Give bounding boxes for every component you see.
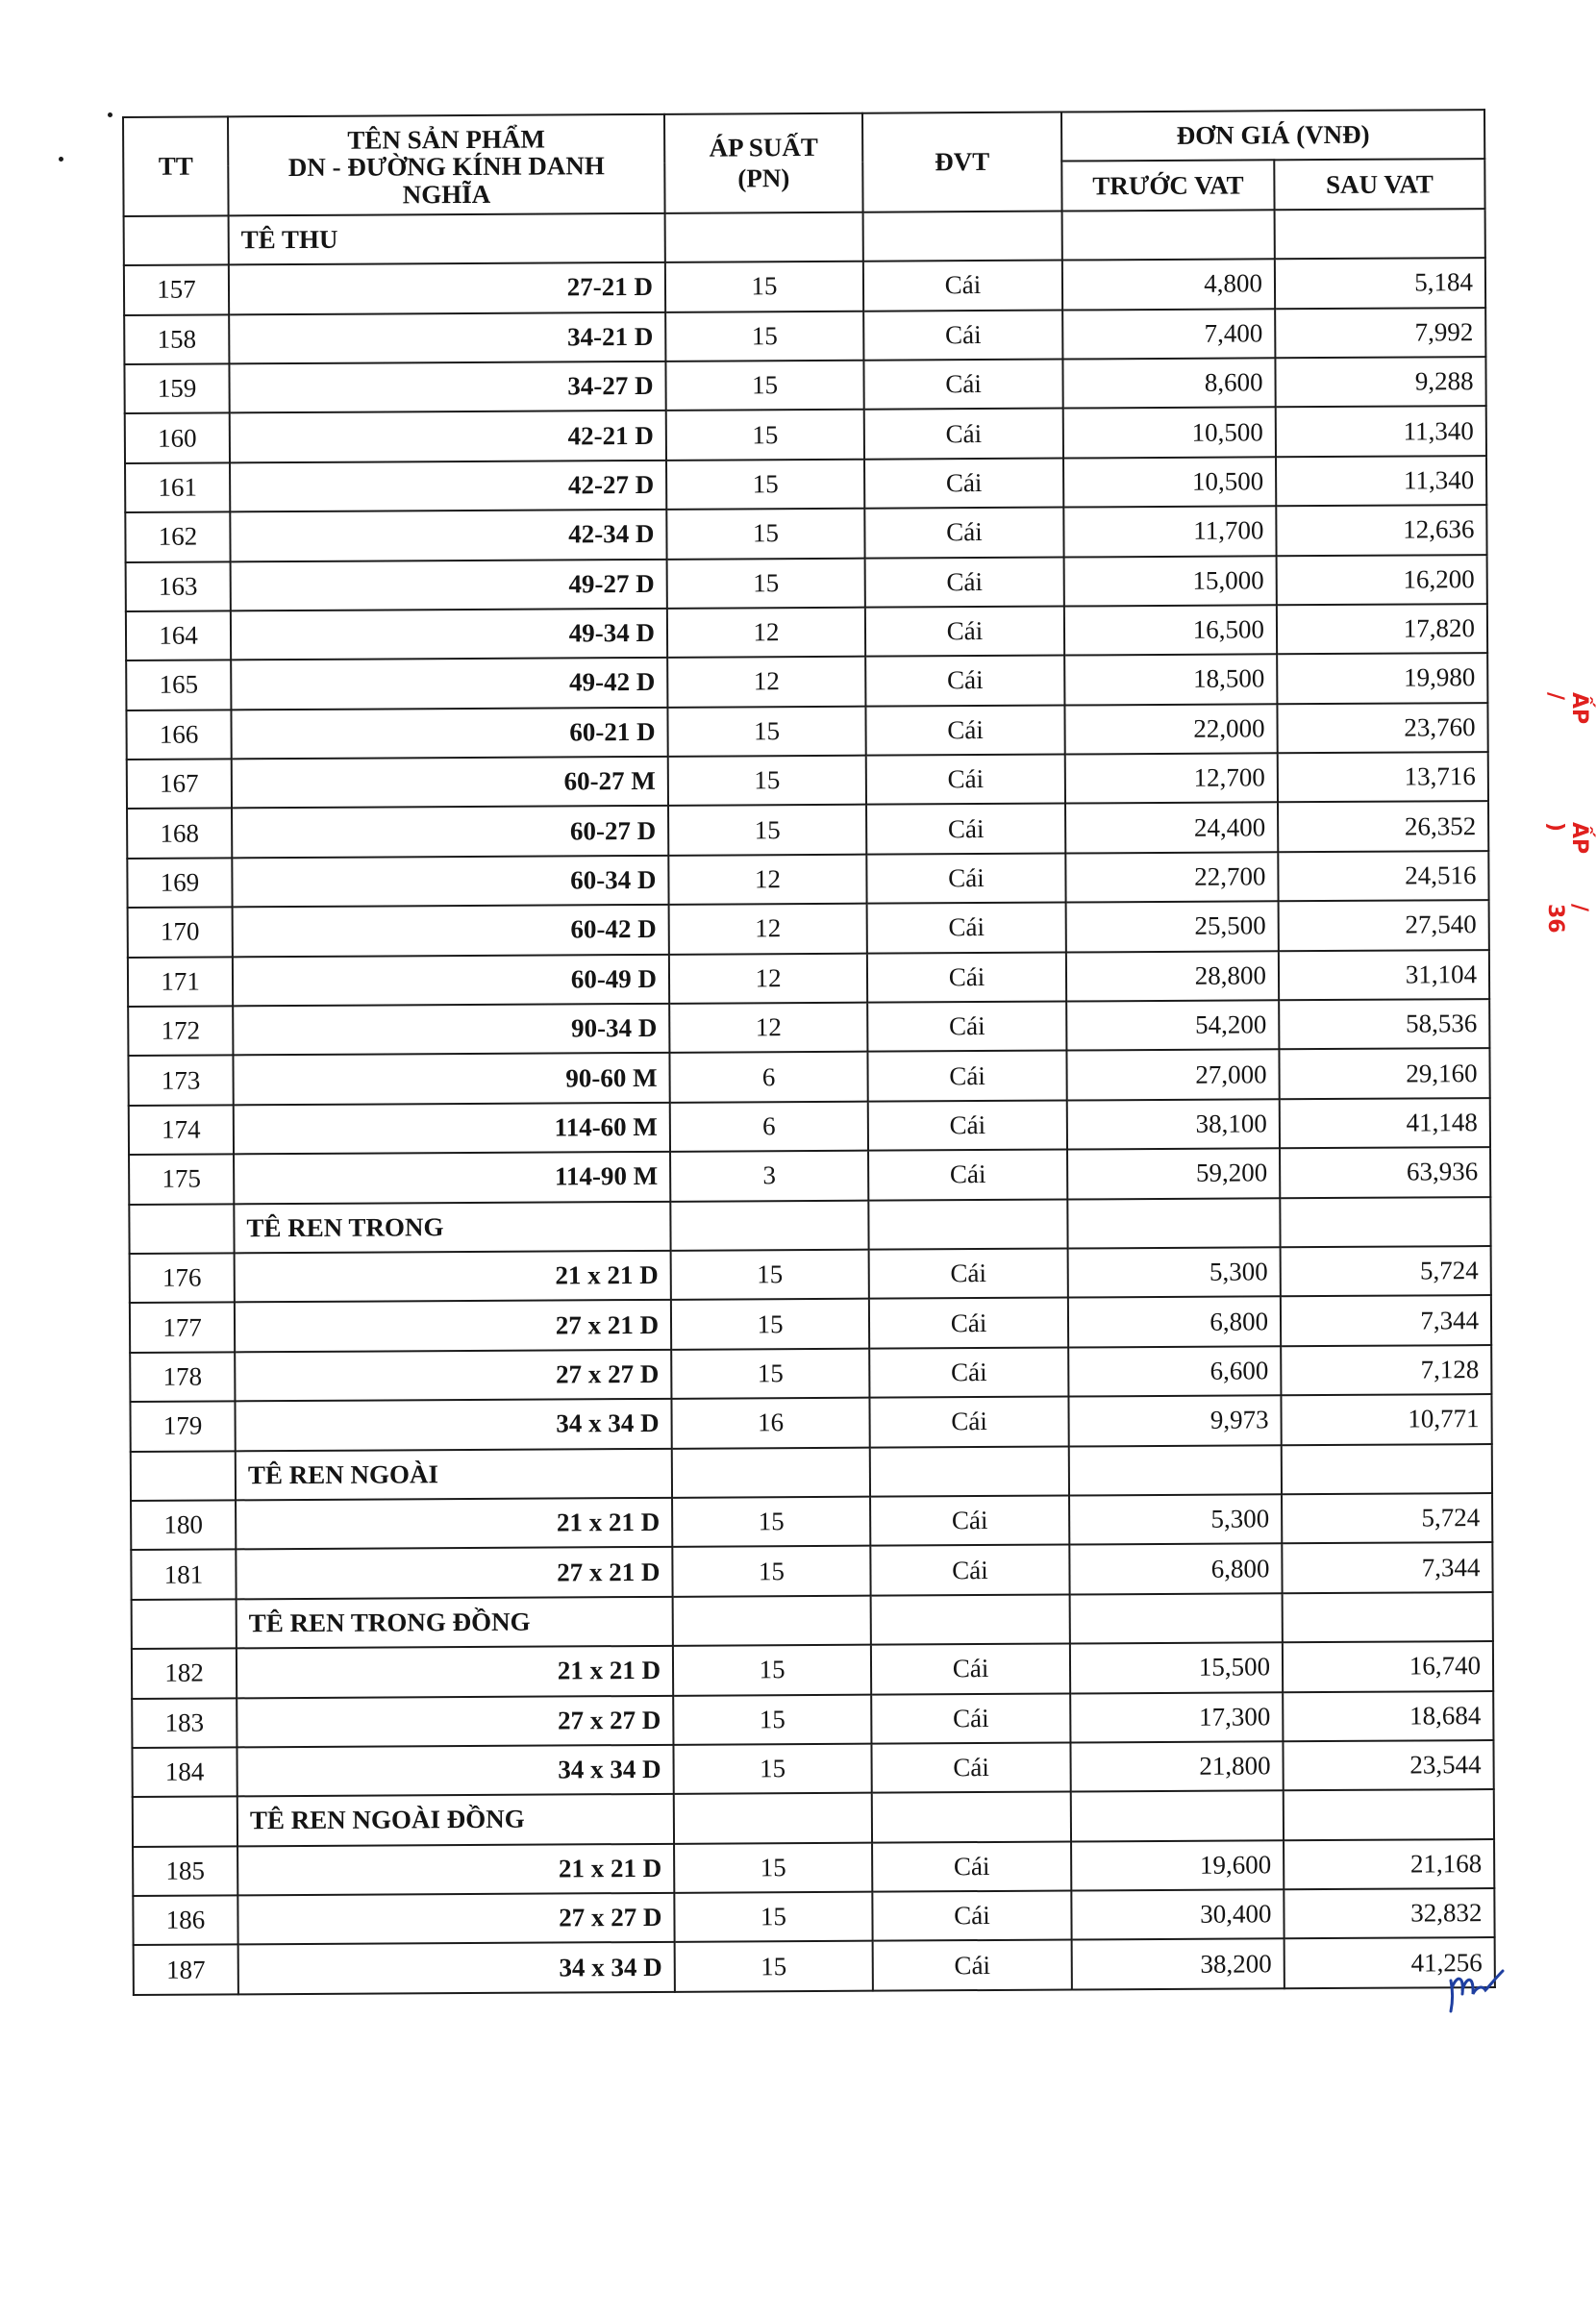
- price-before-vat: 6,800: [1068, 1297, 1281, 1348]
- price-after-vat: 27,540: [1279, 900, 1489, 951]
- section-empty: [868, 1199, 1067, 1250]
- product-size: 34-27 D: [229, 361, 665, 413]
- price-after-vat: 11,340: [1276, 456, 1486, 507]
- product-size: 21 x 21 D: [235, 1251, 671, 1303]
- row-number: 162: [125, 512, 230, 562]
- section-empty: [870, 1446, 1069, 1497]
- unit-value: Cái: [867, 1051, 1066, 1102]
- price-after-vat: 7,128: [1281, 1345, 1491, 1396]
- price-before-vat: 7,400: [1062, 309, 1275, 360]
- table-row: [131, 1542, 1492, 1599]
- product-size: 27 x 21 D: [235, 1300, 671, 1352]
- section-empty: [673, 1595, 871, 1646]
- section-empty: [670, 1200, 868, 1251]
- price-after-vat: 7,344: [1281, 1295, 1491, 1346]
- section-title: TÊ REN NGOÀI: [236, 1448, 672, 1500]
- row-number: 164: [126, 611, 231, 661]
- pressure-value: 12: [667, 608, 865, 659]
- product-size: 60-27 M: [232, 757, 668, 809]
- unit-value: Cái: [863, 359, 1062, 410]
- product-size: 60-27 D: [232, 806, 668, 858]
- red-stamp-mark: [1543, 822, 1591, 854]
- price-after-vat: 13,716: [1278, 752, 1488, 803]
- price-before-vat: 28,800: [1066, 951, 1279, 1002]
- section-row: [131, 1444, 1492, 1501]
- price-before-vat: 25,500: [1066, 902, 1279, 953]
- price-after-vat: 23,760: [1277, 703, 1487, 754]
- unit-value: Cái: [869, 1298, 1068, 1349]
- product-size: 34-21 D: [229, 312, 665, 363]
- section-empty: [1282, 1444, 1492, 1495]
- price-after-vat: 63,936: [1280, 1147, 1490, 1198]
- table-row: [130, 1246, 1491, 1303]
- pressure-value: 15: [666, 410, 864, 461]
- price-before-vat: 12,700: [1065, 753, 1278, 804]
- unit-value: Cái: [869, 1347, 1068, 1398]
- unit-value: Cái: [869, 1397, 1068, 1448]
- pressure-value: 15: [667, 558, 865, 609]
- unit-value: Cái: [872, 1891, 1071, 1942]
- price-after-vat: 11,340: [1276, 406, 1486, 457]
- price-after-vat: 9,288: [1275, 357, 1485, 408]
- scan-speck: [59, 157, 63, 162]
- price-before-vat: 15,500: [1070, 1642, 1283, 1693]
- header-after-vat: SAU VAT: [1274, 159, 1484, 210]
- row-number: 165: [126, 661, 231, 710]
- section-title: TÊ REN TRONG: [234, 1201, 670, 1253]
- table-row: [130, 1295, 1491, 1352]
- price-after-vat: 5,724: [1281, 1246, 1491, 1297]
- row-number: 170: [128, 908, 233, 958]
- product-size: 27 x 27 D: [237, 1695, 673, 1747]
- price-before-vat: 4,800: [1062, 259, 1275, 310]
- header-name-line1: TÊN SẢN PHẨM: [347, 124, 545, 155]
- section-empty: [1280, 1197, 1490, 1248]
- price-before-vat: 5,300: [1069, 1494, 1282, 1545]
- table-row: [126, 555, 1487, 611]
- table-row: [133, 1888, 1494, 1945]
- row-number: 172: [128, 1006, 233, 1056]
- pressure-value: 12: [668, 855, 866, 906]
- section-empty: [872, 1792, 1071, 1843]
- product-size: 60-49 D: [233, 954, 669, 1006]
- table-row: [130, 1345, 1491, 1402]
- row-number: 176: [130, 1253, 235, 1303]
- price-after-vat: 29,160: [1279, 1048, 1489, 1099]
- price-after-vat: 24,516: [1278, 851, 1488, 902]
- unit-value: Cái: [866, 853, 1065, 904]
- unit-value: Cái: [865, 606, 1064, 657]
- row-number: 175: [129, 1155, 234, 1205]
- row-number: 187: [134, 1945, 238, 1995]
- table-row: [132, 1740, 1493, 1797]
- price-after-vat: 7,992: [1275, 308, 1485, 359]
- row-number: 184: [132, 1747, 237, 1797]
- table-row: [131, 1493, 1492, 1550]
- pressure-value: 15: [668, 756, 866, 807]
- table-row: [126, 604, 1487, 661]
- section-title: TÊ THU: [229, 213, 665, 265]
- unit-value: Cái: [872, 1841, 1071, 1892]
- product-size: 27-21 D: [229, 262, 665, 314]
- pressure-value: 12: [669, 953, 867, 1004]
- section-title: TÊ REN TRONG ĐỒNG: [237, 1597, 673, 1649]
- table-row: [126, 703, 1487, 760]
- section-tt: [131, 1451, 236, 1501]
- row-number: 168: [127, 809, 232, 859]
- row-number: 181: [131, 1550, 236, 1600]
- section-empty: [1062, 210, 1275, 261]
- row-number: 167: [127, 759, 232, 809]
- section-row: [129, 1197, 1490, 1254]
- section-row: [124, 209, 1485, 265]
- pressure-value: 15: [671, 1250, 869, 1301]
- product-size: 49-42 D: [231, 658, 667, 710]
- price-before-vat: 16,500: [1064, 605, 1277, 656]
- scan-speck: [108, 112, 112, 117]
- row-number: 161: [125, 462, 230, 512]
- section-row: [133, 1789, 1494, 1846]
- pressure-value: 15: [671, 1348, 869, 1399]
- pressure-value: 15: [665, 262, 863, 312]
- price-before-vat: 38,100: [1067, 1099, 1280, 1150]
- unit-value: Cái: [866, 804, 1065, 855]
- price-after-vat: 41,256: [1284, 1938, 1495, 1989]
- product-size: 34 x 34 D: [238, 1942, 675, 1994]
- stamp-fragment: 36: [1543, 904, 1567, 934]
- table-row: [128, 999, 1489, 1056]
- product-size: 27 x 27 D: [235, 1350, 671, 1402]
- section-tt: [124, 215, 229, 265]
- price-after-vat: 26,352: [1278, 802, 1488, 853]
- table-row: [127, 802, 1488, 859]
- product-size: 21 x 21 D: [237, 1843, 674, 1895]
- price-before-vat: 9,973: [1068, 1395, 1281, 1446]
- table-row: [134, 1938, 1495, 1995]
- unit-value: Cái: [863, 310, 1062, 361]
- pressure-value: 15: [673, 1645, 871, 1696]
- table-row: [125, 406, 1486, 462]
- price-before-vat: 17,300: [1070, 1692, 1283, 1743]
- pressure-value: 15: [674, 1842, 872, 1893]
- price-before-vat: 11,700: [1063, 506, 1276, 557]
- section-title: TÊ REN NGOÀI ĐỒNG: [237, 1794, 674, 1846]
- price-after-vat: 31,104: [1279, 950, 1489, 1001]
- header-unit: ĐVT: [862, 112, 1062, 212]
- unit-value: Cái: [867, 952, 1066, 1003]
- header-tt: TT: [123, 116, 229, 215]
- pressure-value: 15: [668, 805, 866, 856]
- pressure-value: 15: [666, 509, 864, 560]
- price-after-vat: 23,544: [1283, 1740, 1493, 1791]
- unit-value: Cái: [864, 458, 1063, 509]
- row-number: 180: [131, 1500, 236, 1550]
- header-product-name: [228, 114, 665, 215]
- header-pressure-line2: (PN): [737, 163, 790, 193]
- row-number: 182: [132, 1648, 237, 1698]
- pressure-value: 15: [673, 1744, 871, 1795]
- product-size: 21 x 21 D: [236, 1498, 672, 1550]
- table-header: [123, 110, 1485, 216]
- price-after-vat: 17,820: [1277, 604, 1487, 655]
- pressure-value: 15: [672, 1497, 870, 1548]
- section-empty: [672, 1447, 870, 1498]
- product-size: 60-34 D: [232, 856, 668, 908]
- product-size: 34 x 34 D: [237, 1745, 673, 1797]
- table-row: [132, 1641, 1493, 1698]
- price-before-vat: 6,600: [1068, 1346, 1281, 1397]
- red-stamp-mark: [1543, 904, 1591, 934]
- stamp-fragment: ẤP: [1567, 822, 1591, 855]
- row-number: 186: [133, 1895, 237, 1945]
- product-size: 27 x 27 D: [237, 1893, 674, 1945]
- unit-value: Cái: [864, 508, 1063, 559]
- row-number: 160: [125, 413, 230, 463]
- unit-value: Cái: [865, 705, 1064, 756]
- section-empty: [1069, 1445, 1282, 1496]
- unit-value: Cái: [865, 557, 1064, 608]
- row-number: 177: [130, 1303, 235, 1353]
- section-empty: [871, 1594, 1070, 1645]
- section-tt: [132, 1599, 237, 1649]
- header-name-line2: DN - ĐƯỜNG KÍNH DANH: [287, 151, 605, 183]
- handwritten-initials-icon: [1447, 1961, 1505, 2014]
- unit-value: Cái: [868, 1150, 1067, 1201]
- unit-value: Cái: [871, 1693, 1070, 1744]
- unit-value: Cái: [869, 1249, 1068, 1300]
- price-before-vat: 27,000: [1066, 1050, 1279, 1101]
- table-row: [128, 900, 1489, 957]
- row-number: 185: [133, 1846, 237, 1896]
- header-before-vat: TRƯỚC VAT: [1061, 161, 1274, 212]
- unit-value: Cái: [863, 261, 1062, 312]
- price-table: [122, 109, 1496, 1996]
- section-empty: [1275, 209, 1485, 260]
- price-before-vat: 15,000: [1064, 556, 1277, 607]
- row-number: 179: [130, 1402, 235, 1452]
- price-before-vat: 24,400: [1065, 803, 1278, 854]
- table-row: [132, 1691, 1493, 1748]
- price-before-vat: 38,200: [1072, 1939, 1284, 1990]
- product-size: 60-21 D: [231, 708, 667, 760]
- section-empty: [1070, 1593, 1283, 1644]
- unit-value: Cái: [870, 1545, 1069, 1596]
- table-row: [125, 456, 1486, 512]
- unit-value: Cái: [866, 755, 1065, 806]
- price-after-vat: 16,200: [1277, 555, 1487, 606]
- price-before-vat: 22,000: [1064, 704, 1277, 755]
- table-row: [124, 308, 1485, 364]
- pressure-value: 3: [670, 1151, 868, 1202]
- pressure-value: 15: [673, 1694, 871, 1745]
- table-row: [124, 258, 1485, 314]
- product-size: 27 x 21 D: [236, 1547, 672, 1599]
- price-after-vat: 5,724: [1282, 1493, 1492, 1544]
- product-size: 114-90 M: [234, 1152, 670, 1204]
- product-size: 42-27 D: [230, 461, 666, 512]
- table-row: [129, 1147, 1490, 1204]
- row-number: 169: [127, 858, 232, 908]
- price-before-vat: 8,600: [1062, 358, 1275, 409]
- row-number: 173: [128, 1056, 233, 1106]
- price-after-vat: 41,148: [1280, 1098, 1490, 1149]
- pressure-value: 15: [666, 459, 864, 510]
- pressure-value: 6: [670, 1101, 868, 1152]
- stamp-fragment: /: [1543, 692, 1567, 701]
- header-name-line3: NGHĨA: [402, 179, 491, 209]
- row-number: 183: [132, 1698, 237, 1748]
- table-row: [124, 357, 1485, 413]
- row-number: 171: [128, 957, 233, 1007]
- table-row: [129, 1098, 1490, 1155]
- price-after-vat: 19,980: [1277, 653, 1487, 704]
- price-before-vat: 5,300: [1068, 1247, 1281, 1298]
- section-row: [132, 1592, 1493, 1649]
- section-tt: [129, 1204, 234, 1254]
- section-empty: [665, 212, 863, 262]
- table-row: [133, 1839, 1494, 1896]
- pressure-value: 6: [669, 1052, 867, 1103]
- unit-value: Cái: [870, 1495, 1069, 1546]
- product-size: 21 x 21 D: [237, 1646, 673, 1698]
- product-size: 34 x 34 D: [235, 1399, 671, 1451]
- section-empty: [1283, 1592, 1493, 1643]
- price-before-vat: 19,600: [1071, 1840, 1284, 1891]
- product-size: 49-34 D: [231, 609, 667, 661]
- price-before-vat: 18,500: [1064, 655, 1277, 706]
- header-price-group: ĐƠN GIÁ (VNĐ): [1061, 110, 1484, 162]
- table-row: [127, 752, 1488, 809]
- stamp-fragment: ): [1543, 822, 1567, 833]
- unit-value: Cái: [871, 1644, 1070, 1695]
- table-row: [128, 950, 1489, 1007]
- stamp-fragment: /: [1567, 904, 1591, 912]
- product-size: 60-42 D: [233, 905, 669, 957]
- unit-value: Cái: [868, 1100, 1067, 1151]
- price-before-vat: 10,500: [1063, 457, 1276, 508]
- pressure-value: 16: [671, 1398, 869, 1449]
- product-size: 42-21 D: [230, 411, 666, 462]
- product-size: 90-60 M: [233, 1053, 669, 1105]
- price-after-vat: 10,771: [1281, 1394, 1491, 1445]
- section-empty: [674, 1793, 872, 1844]
- table-body: [124, 209, 1495, 1995]
- pressure-value: 15: [667, 706, 865, 757]
- price-before-vat: 30,400: [1071, 1889, 1284, 1940]
- pressure-value: 12: [667, 657, 865, 708]
- table-row: [128, 1048, 1489, 1105]
- section-empty: [1071, 1791, 1284, 1842]
- price-before-vat: 59,200: [1067, 1148, 1280, 1199]
- header-pressure-line1: ÁP SUẤT: [709, 132, 818, 162]
- product-size: 114-60 M: [234, 1103, 670, 1155]
- price-before-vat: 54,200: [1066, 1000, 1279, 1051]
- price-after-vat: 58,536: [1279, 999, 1489, 1050]
- table-row: [125, 505, 1486, 561]
- price-after-vat: 16,740: [1283, 1641, 1493, 1692]
- section-empty: [863, 211, 1062, 262]
- product-size: 42-34 D: [230, 510, 666, 561]
- price-after-vat: 32,832: [1284, 1888, 1494, 1939]
- pressure-value: 15: [665, 361, 863, 411]
- product-size: 49-27 D: [231, 559, 667, 611]
- unit-value: Cái: [871, 1742, 1070, 1793]
- pressure-value: 15: [665, 311, 863, 361]
- price-after-vat: 21,168: [1284, 1839, 1494, 1890]
- price-after-vat: 12,636: [1276, 505, 1486, 556]
- pressure-value: 15: [675, 1941, 873, 1992]
- row-number: 159: [124, 363, 229, 413]
- row-number: 163: [126, 561, 231, 611]
- pressure-value: 12: [669, 904, 867, 955]
- table-row: [130, 1394, 1491, 1451]
- pressure-value: 15: [671, 1299, 869, 1350]
- red-stamp-mark: [1543, 692, 1591, 724]
- unit-value: Cái: [865, 656, 1064, 707]
- product-size: 90-34 D: [233, 1004, 669, 1056]
- price-before-vat: 22,700: [1065, 852, 1278, 903]
- table-row: [127, 851, 1488, 908]
- price-after-vat: 18,684: [1283, 1691, 1493, 1742]
- section-tt: [133, 1797, 237, 1847]
- price-after-vat: 5,184: [1275, 258, 1485, 309]
- pressure-value: 15: [672, 1546, 870, 1597]
- row-number: 157: [124, 265, 229, 315]
- unit-value: Cái: [867, 1002, 1066, 1053]
- unit-value: Cái: [864, 409, 1063, 460]
- unit-value: Cái: [873, 1940, 1072, 1991]
- row-number: 158: [124, 314, 229, 364]
- table-row: [126, 653, 1487, 710]
- row-number: 174: [129, 1105, 234, 1155]
- unit-value: Cái: [867, 903, 1066, 954]
- stamp-fragment: ẤP: [1567, 692, 1591, 725]
- price-after-vat: 7,344: [1282, 1542, 1492, 1593]
- row-number: 166: [126, 710, 231, 760]
- pressure-value: 12: [669, 1003, 867, 1054]
- row-number: 178: [130, 1352, 235, 1402]
- pressure-value: 15: [674, 1892, 872, 1943]
- price-before-vat: 10,500: [1063, 408, 1276, 459]
- price-before-vat: 6,800: [1069, 1544, 1282, 1595]
- header-pressure: [664, 113, 863, 213]
- section-empty: [1284, 1789, 1494, 1840]
- price-before-vat: 21,800: [1070, 1741, 1283, 1792]
- section-empty: [1067, 1198, 1280, 1249]
